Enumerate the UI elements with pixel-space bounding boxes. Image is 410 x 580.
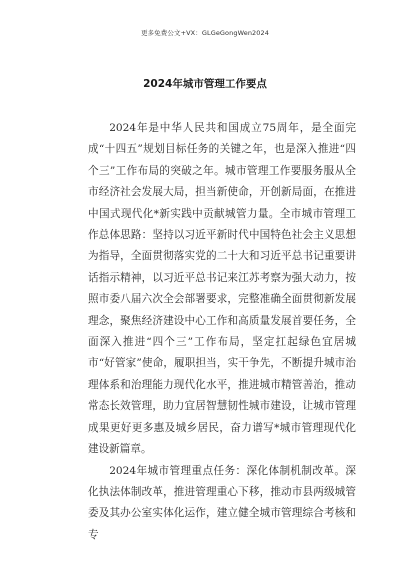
paragraph-intro: 2024年是中华人民共和国成立75周年，是全面完成“十四五”规划目标任务的关键之年，也是深入推进“四个三”工作布局的突破之年。城市管理工作要服务服从全市经济社会发展大局，担当新使命，开创新局面，在推进中国式现代化*新实践中贡献城管力量。全市城市管理工作总体思路：坚持以习近平新时代中国特色社会主义思想为指导，全面贯彻落实党的二十大和习近平总书记重要讲话指示精神，以习近平总书记来江苏考察为强大动力，按照市委八届六次全会部署要求，完整准确全面贯彻新发展理念，聚焦经济建设中心工作和高质量发展首要任务，全面深入推进“四个三”工作布局，坚定扛起绿色宜居城市“好管家”使命，履职担当，实干争先，不断提升城市治理体系和治理能力现代化水平，推进城市精管善治，推动常态长效管理，助力宜居智慧韧性城市建设，让城市管理成果更好更多惠及城乡居民，奋力谱写*城市管理现代化建设新篇章。 [88, 122, 356, 456]
document-title: 2024年城市管理工作要点 [143, 78, 267, 90]
header-note: 更多免费公文+VX：GLGeGongWen2024 [140, 29, 269, 37]
paragraph-key-tasks: 2024年城市管理重点任务：深化体制机制改革。深化执法体制改革，推进管理重心下移，推动市县两级城管委及其办公室实体化运作，建立健全城市管理综合考核和专 [88, 464, 356, 541]
document-body [88, 118, 356, 546]
